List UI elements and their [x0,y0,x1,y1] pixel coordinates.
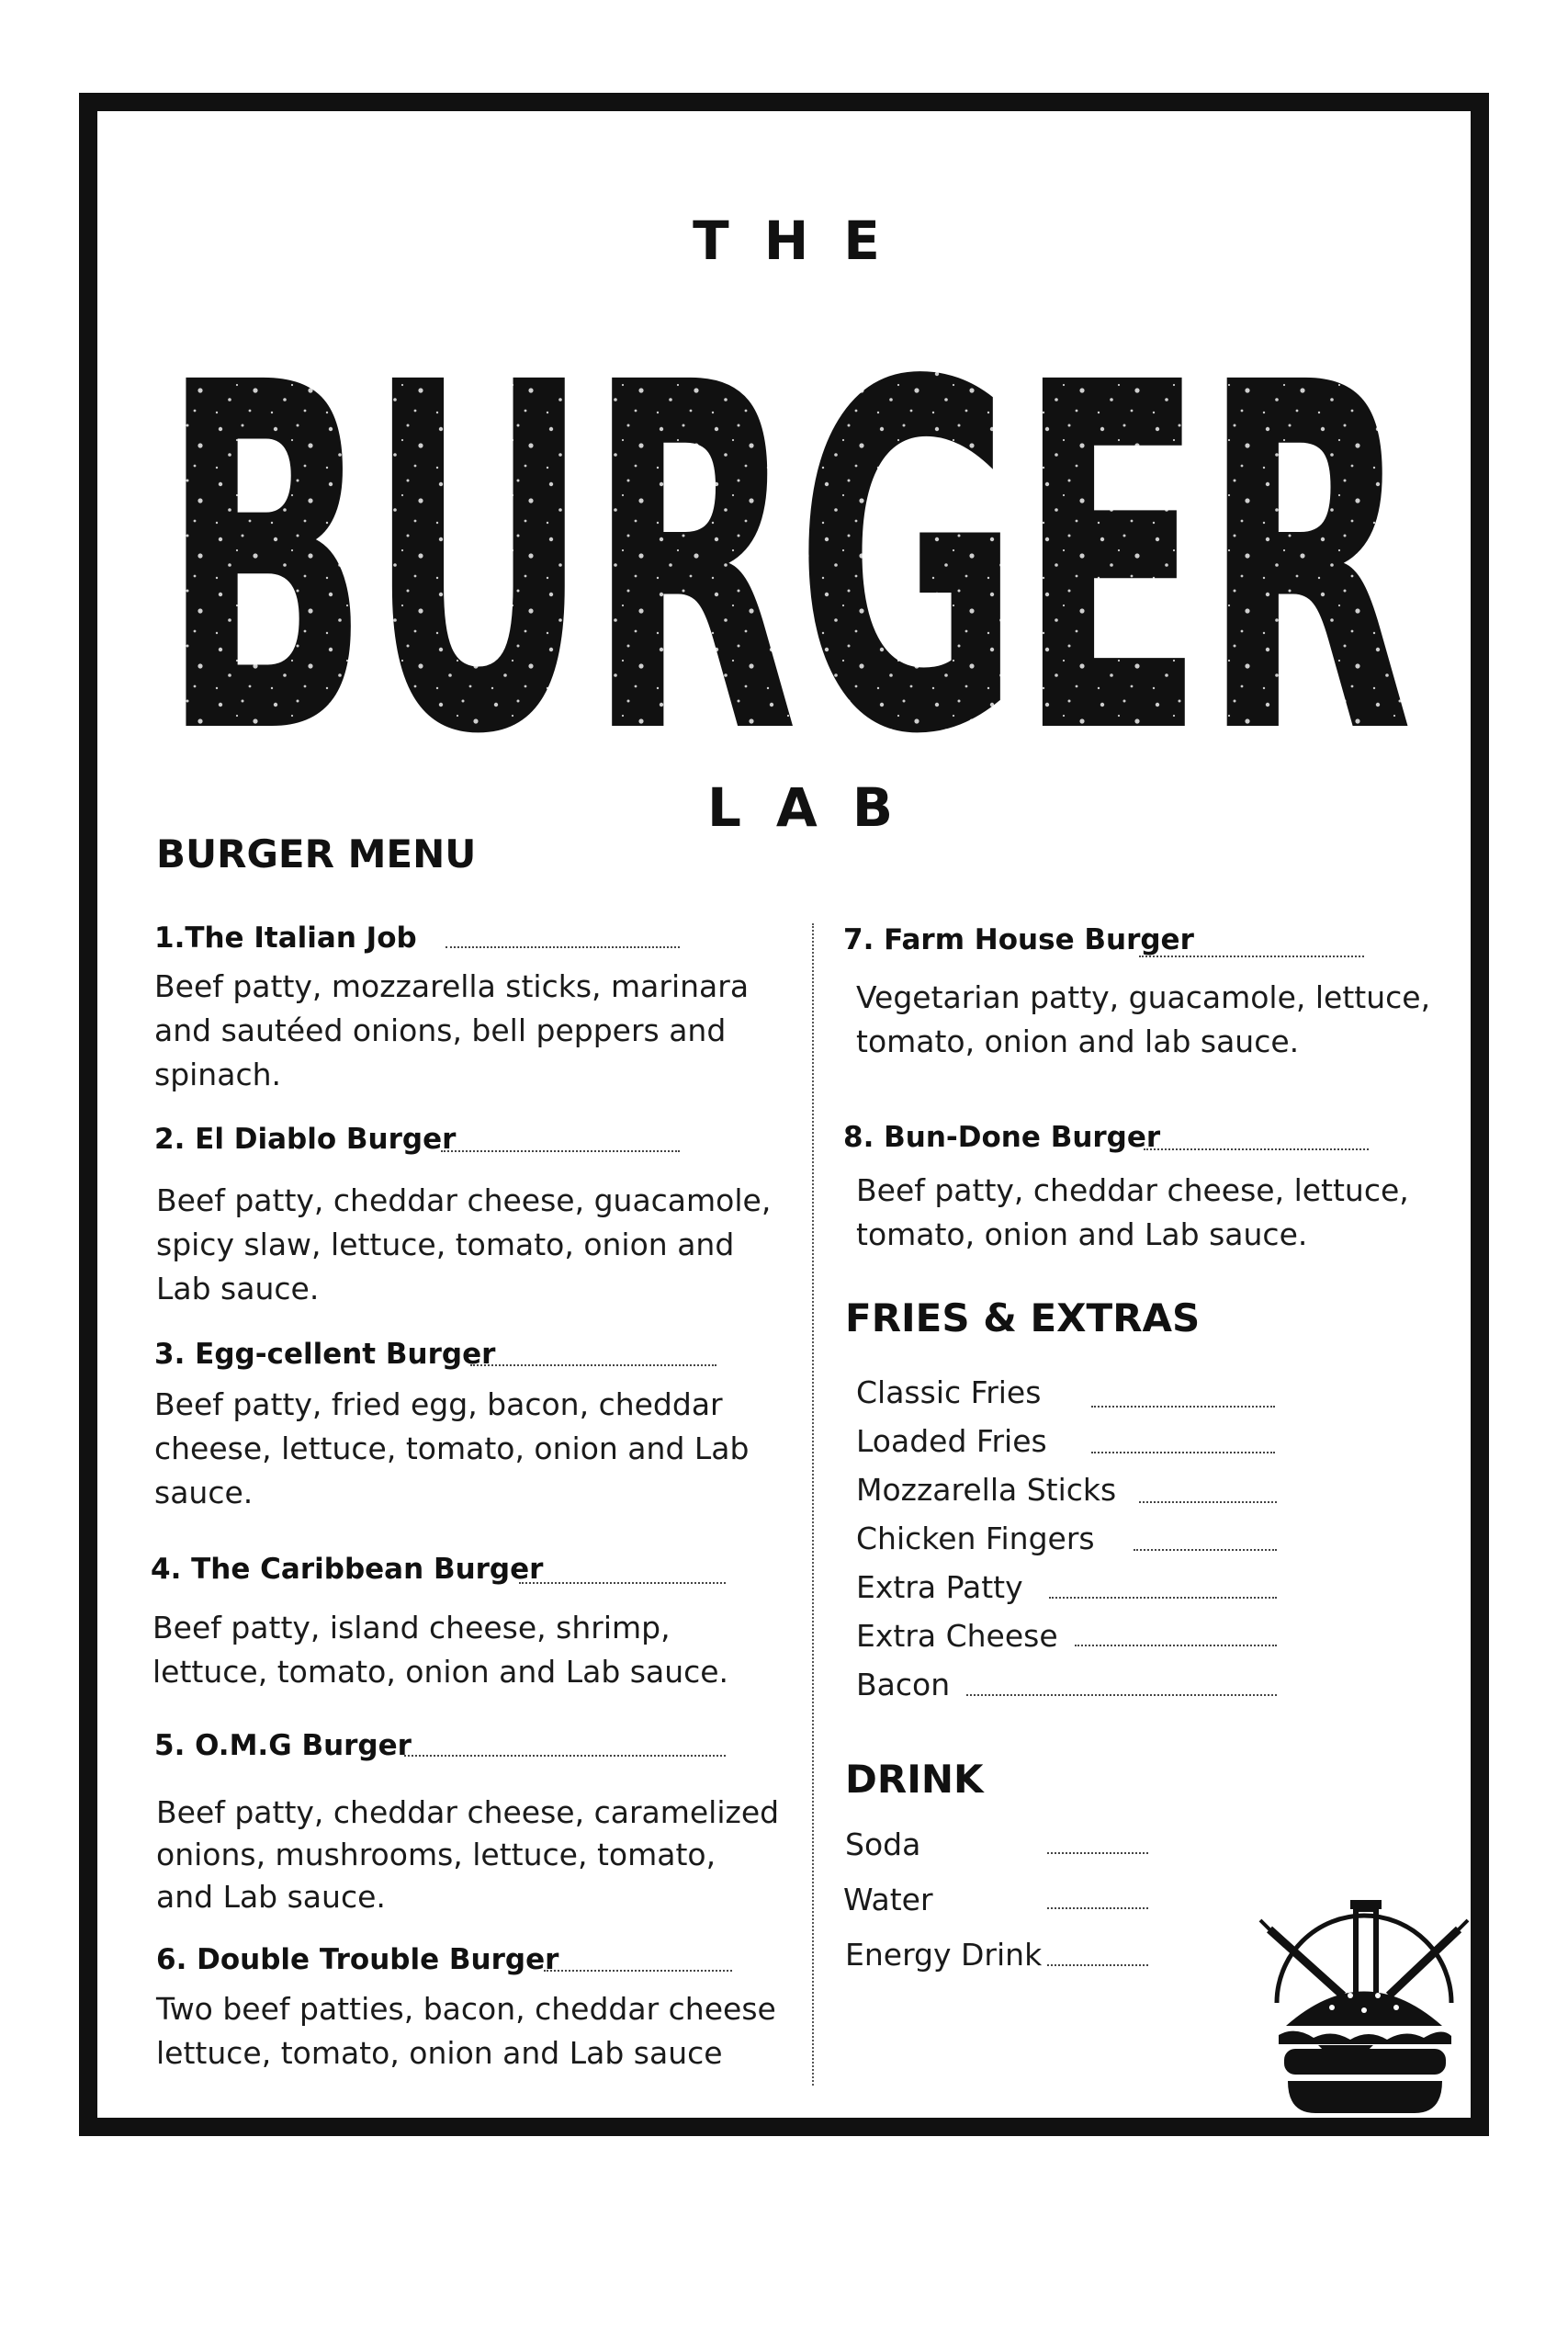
price-leader [441,1150,680,1152]
menu-item-title: 8. Bun-Done Burger [843,1121,1161,1154]
menu-item-title: 3. Egg-cellent Burger [154,1338,496,1371]
extra-item: Chicken Fingers [856,1521,1095,1556]
menu-item-title: 6. Double Trouble Burger [156,1943,559,1976]
price-leader [544,1970,732,1972]
price-leader [1091,1452,1275,1453]
brand-burger-logo [156,308,1415,749]
price-leader [519,1582,726,1584]
drink-item: Soda [845,1826,921,1862]
price-leader [1047,1852,1148,1854]
menu-item-description: Beef patty, cheddar cheese, caramelized onions, mushrooms, lettuce, tomato, and Lab sauce. [156,1794,780,1915]
extra-item: Extra Patty [856,1569,1023,1605]
menu-item-description: Beef patty, fried egg, bacon, cheddar cheese, lettuce, tomato, onion and Lab sauce. [154,1386,750,1510]
menu-item-description: Beef patty, mozzarella sticks, marinara and sautéed onions, bell peppers and spinach. [154,968,750,1092]
price-leader [1049,1597,1277,1599]
extra-item: Extra Cheese [856,1618,1058,1654]
price-leader [1075,1645,1277,1646]
price-leader [404,1755,726,1757]
column-divider [812,923,814,2086]
burger-lab-icon [1258,1893,1470,2132]
extra-item: Bacon [856,1667,951,1702]
price-leader [470,1364,716,1366]
menu-item-title: 4. The Caribbean Burger [151,1553,544,1586]
price-leader [1139,1501,1277,1503]
menu-item-description: Vegetarian patty, guacamole, lettuce, tomato, onion and lab sauce. [856,979,1431,1059]
menu-item-title: 7. Farm House Burger [843,923,1194,956]
brand-the: THE [693,209,915,272]
extra-item: Classic Fries [856,1374,1042,1410]
menu-item-title: 1.The Italian Job [154,922,417,955]
burger-menu-title: BURGER MENU [156,831,477,876]
menu-item-title: 2. El Diablo Burger [154,1123,457,1156]
price-leader [966,1694,1277,1696]
menu-item-description: Two beef patties, bacon, cheddar cheese lettuce, tomato, onion and Lab sauce [156,1991,776,2071]
brand-lab: LAB [706,776,929,839]
menu-item-description: Beef patty, island cheese, shrimp, lettuce, tomato, onion and Lab sauce. [152,1610,729,1690]
extra-item: Loaded Fries [856,1423,1047,1459]
fries-extras-title: FRIES & EXTRAS [845,1295,1201,1340]
drink-item: Water [843,1882,933,1917]
price-leader [1047,1964,1148,1966]
drink-item: Energy Drink [845,1937,1043,1973]
price-leader [1091,1406,1275,1408]
price-leader [1144,1148,1369,1150]
extra-item: Mozzarella Sticks [856,1472,1117,1508]
price-leader [1139,956,1364,957]
menu-item-description: Beef patty, cheddar cheese, guacamole, spicy slaw, lettuce, tomato, onion and Lab sauce. [156,1182,772,1306]
price-leader [1047,1907,1148,1909]
price-leader [1134,1549,1277,1551]
menu-item-title: 5. O.M.G Burger [154,1729,412,1762]
price-leader [446,946,680,948]
drink-title: DRINK [845,1757,984,1802]
menu-item-description: Beef patty, cheddar cheese, lettuce, tomato, onion and Lab sauce. [856,1172,1409,1252]
